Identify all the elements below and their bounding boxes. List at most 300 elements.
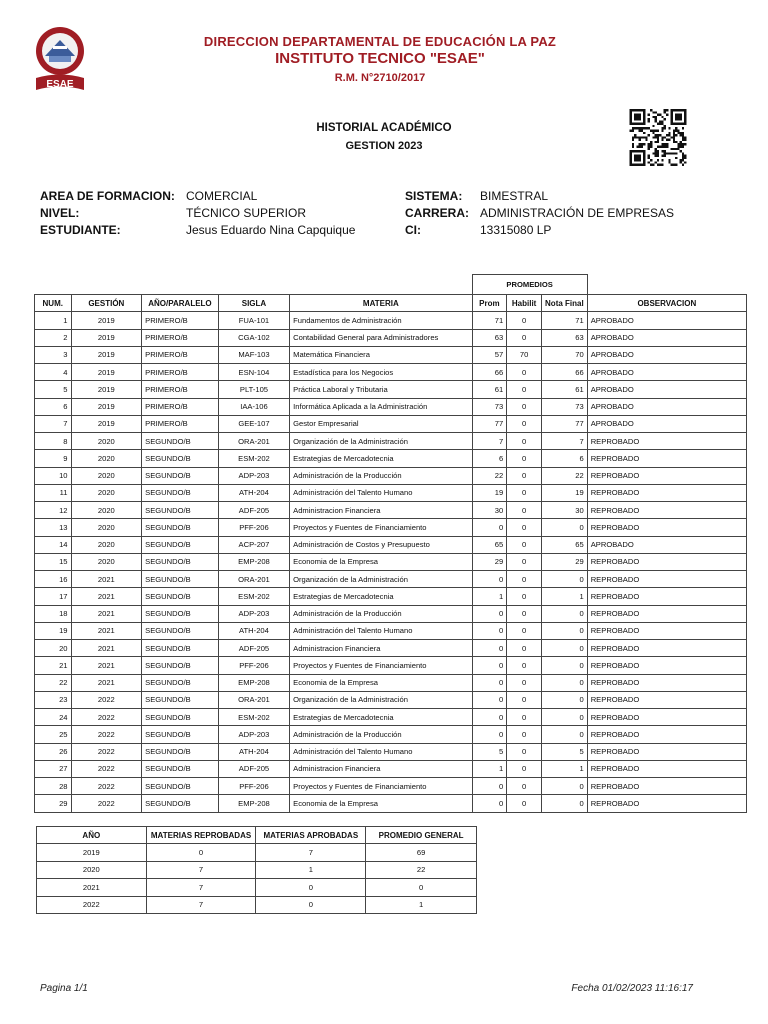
table-row — [35, 778, 747, 795]
table-cell: 0 — [542, 622, 588, 639]
table-cell: 2022 — [71, 709, 142, 726]
table-cell: Informática Aplicada a la Administración — [290, 398, 472, 415]
table-row — [35, 709, 747, 726]
estudiante-label: ESTUDIANTE: — [40, 223, 121, 237]
table-cell: 22 — [542, 467, 588, 484]
table-cell: ATH-204 — [218, 743, 289, 760]
table-cell: 2021 — [71, 640, 142, 657]
table-cell: 63 — [472, 329, 507, 346]
table-cell: 2022 — [71, 743, 142, 760]
table-cell: REPROBADO — [587, 709, 746, 726]
table-cell: 0 — [507, 657, 542, 674]
table-cell: 0 — [542, 795, 588, 812]
table-cell: Estrategias de Mercadotecnia — [290, 450, 472, 467]
table-cell: SEGUNDO/B — [142, 484, 219, 501]
sistema-label: SISTEMA: — [405, 189, 463, 203]
table-cell: 0 — [507, 329, 542, 346]
table-cell: ESM-202 — [218, 588, 289, 605]
document-title — [0, 122, 768, 152]
table-cell: 2019 — [71, 364, 142, 381]
table-cell: 17 — [35, 588, 72, 605]
table-cell: 24 — [35, 709, 72, 726]
table-cell: 2021 — [71, 622, 142, 639]
table-cell: 13 — [35, 519, 72, 536]
table-cell: REPROBADO — [587, 605, 746, 622]
table-cell: 2019 — [71, 329, 142, 346]
table-cell: 65 — [542, 536, 588, 553]
table-cell: 0 — [472, 778, 507, 795]
table-row — [35, 691, 747, 708]
summary-cell: 2021 — [37, 879, 147, 896]
table-cell: REPROBADO — [587, 760, 746, 777]
table-row — [35, 536, 747, 553]
promedios-header: PROMEDIOS — [472, 275, 587, 295]
table-cell: 0 — [507, 364, 542, 381]
table-cell: 0 — [472, 571, 507, 588]
student-info-right — [405, 189, 674, 240]
table-cell: APROBADO — [587, 398, 746, 415]
table-cell: REPROBADO — [587, 433, 746, 450]
table-cell: REPROBADO — [587, 795, 746, 812]
table-cell: 29 — [472, 553, 507, 570]
table-cell: 61 — [542, 381, 588, 398]
table-cell: 0 — [472, 726, 507, 743]
table-cell: REPROBADO — [587, 571, 746, 588]
table-cell: Administracion Financiera — [290, 760, 472, 777]
sistema-value: BIMESTRAL — [480, 189, 549, 203]
table-cell: 2021 — [71, 605, 142, 622]
table-cell: 2020 — [71, 553, 142, 570]
table-cell: 6 — [542, 450, 588, 467]
column-header: Nota Final — [542, 295, 588, 312]
table-cell: 7 — [542, 433, 588, 450]
table-cell: 0 — [507, 450, 542, 467]
summary-cell: 69 — [366, 844, 477, 861]
table-cell: 12 — [35, 502, 72, 519]
table-row — [35, 364, 747, 381]
table-cell: SEGUNDO/B — [142, 622, 219, 639]
table-cell: REPROBADO — [587, 726, 746, 743]
column-header: MATERIA — [290, 295, 472, 312]
summary-cell: 2019 — [37, 844, 147, 861]
table-cell: ADP-203 — [218, 726, 289, 743]
table-cell: ESN-104 — [218, 364, 289, 381]
grades-table — [34, 274, 747, 813]
table-cell: PRIMERO/B — [142, 312, 219, 329]
table-cell: 6 — [35, 398, 72, 415]
table-cell: 2022 — [71, 726, 142, 743]
table-cell: 0 — [472, 519, 507, 536]
summary-cell: 22 — [366, 861, 477, 878]
table-cell: APROBADO — [587, 381, 746, 398]
table-cell: 2020 — [71, 536, 142, 553]
table-cell: 2019 — [71, 312, 142, 329]
table-cell: 6 — [472, 450, 507, 467]
table-cell: Proyectos y Fuentes de Financiamiento — [290, 778, 472, 795]
table-cell: 2021 — [71, 657, 142, 674]
table-cell: 30 — [472, 502, 507, 519]
table-cell: ORA-201 — [218, 433, 289, 450]
table-cell: 0 — [507, 760, 542, 777]
estudiante-value: Jesus Eduardo Nina Capquique — [186, 223, 356, 237]
table-cell: 5 — [542, 743, 588, 760]
table-cell: APROBADO — [587, 312, 746, 329]
table-cell: 30 — [542, 502, 588, 519]
table-cell: PRIMERO/B — [142, 346, 219, 363]
table-cell: 10 — [35, 467, 72, 484]
table-row — [35, 726, 747, 743]
table-cell: REPROBADO — [587, 743, 746, 760]
table-cell: EMP-208 — [218, 795, 289, 812]
table-cell: REPROBADO — [587, 691, 746, 708]
table-cell: PRIMERO/B — [142, 329, 219, 346]
table-cell: 0 — [507, 433, 542, 450]
nivel-label: NIVEL: — [40, 206, 80, 220]
table-cell: PRIMERO/B — [142, 381, 219, 398]
summary-cell: 7 — [146, 879, 256, 896]
table-cell: 0 — [507, 536, 542, 553]
table-cell: 66 — [542, 364, 588, 381]
summary-cell: 7 — [146, 896, 256, 913]
student-info-left — [40, 189, 355, 240]
table-cell: 71 — [542, 312, 588, 329]
table-cell: 29 — [35, 795, 72, 812]
table-cell: EMP-208 — [218, 674, 289, 691]
table-cell: Proyectos y Fuentes de Financiamiento — [290, 519, 472, 536]
table-cell: FUA-101 — [218, 312, 289, 329]
table-cell: 15 — [35, 553, 72, 570]
table-cell: Proyectos y Fuentes de Financiamiento — [290, 657, 472, 674]
table-cell: 0 — [507, 553, 542, 570]
institution-header — [100, 34, 660, 84]
table-cell: Estrategias de Mercadotecnia — [290, 709, 472, 726]
table-row — [35, 743, 747, 760]
column-header: NUM. — [35, 295, 72, 312]
table-cell: 0 — [542, 657, 588, 674]
table-row — [35, 484, 747, 501]
table-cell: Economia de la Empresa — [290, 674, 472, 691]
summary-cell: 7 — [146, 861, 256, 878]
table-cell: 0 — [507, 502, 542, 519]
table-row — [35, 553, 747, 570]
table-cell: PRIMERO/B — [142, 415, 219, 432]
table-row — [35, 760, 747, 777]
table-cell: ADF-205 — [218, 502, 289, 519]
table-cell: 1 — [472, 760, 507, 777]
table-cell: 2020 — [71, 484, 142, 501]
table-cell: 3 — [35, 346, 72, 363]
table-row — [35, 502, 747, 519]
table-cell: SEGUNDO/B — [142, 502, 219, 519]
table-cell: 7 — [472, 433, 507, 450]
table-row — [35, 346, 747, 363]
table-cell: 0 — [507, 398, 542, 415]
column-header: AÑO/PARALELO — [142, 295, 219, 312]
table-cell: Administracion Financiera — [290, 502, 472, 519]
ci-value: 13315080 LP — [480, 223, 552, 237]
table-cell: SEGUNDO/B — [142, 743, 219, 760]
carrera-value: ADMINISTRACIÓN DE EMPRESAS — [480, 206, 675, 220]
table-cell: 1 — [542, 588, 588, 605]
table-row — [35, 519, 747, 536]
table-cell: 65 — [472, 536, 507, 553]
table-cell: APROBADO — [587, 329, 746, 346]
table-cell: Contabilidad General para Administradores — [290, 329, 472, 346]
table-cell: 1 — [35, 312, 72, 329]
table-cell: Fundamentos de Administración — [290, 312, 472, 329]
table-cell: Administración del Talento Humano — [290, 622, 472, 639]
table-cell: 2020 — [71, 519, 142, 536]
table-cell: 2019 — [71, 415, 142, 432]
table-cell: Administración de Costos y Presupuesto — [290, 536, 472, 553]
header-line-1: DIRECCION DEPARTAMENTAL DE EDUCACIÓN LA PAZ — [203, 34, 557, 49]
title-sub: GESTION 2023 — [345, 140, 423, 152]
table-cell: 0 — [472, 640, 507, 657]
table-cell: 19 — [472, 484, 507, 501]
table-cell: Administración de la Producción — [290, 726, 472, 743]
table-cell: 0 — [542, 778, 588, 795]
summary-row — [37, 861, 477, 878]
table-cell: 0 — [542, 674, 588, 691]
table-cell: ATH-204 — [218, 484, 289, 501]
table-cell: ORA-201 — [218, 571, 289, 588]
table-cell: ADF-205 — [218, 760, 289, 777]
table-cell: 77 — [472, 415, 507, 432]
table-cell: 2020 — [71, 450, 142, 467]
table-cell: 70 — [542, 346, 588, 363]
table-cell: 0 — [507, 605, 542, 622]
table-cell: SEGUNDO/B — [142, 450, 219, 467]
table-cell: Estadística para los Negocios — [290, 364, 472, 381]
table-cell: 2021 — [71, 571, 142, 588]
table-cell: Práctica Laboral y Tributaria — [290, 381, 472, 398]
table-cell: SEGUNDO/B — [142, 795, 219, 812]
title-main: HISTORIAL ACADÉMICO — [316, 122, 452, 134]
table-cell: 9 — [35, 450, 72, 467]
table-cell: 0 — [542, 640, 588, 657]
table-cell: APROBADO — [587, 415, 746, 432]
table-cell: REPROBADO — [587, 502, 746, 519]
table-cell: 0 — [472, 709, 507, 726]
table-cell: 11 — [35, 484, 72, 501]
table-cell: SEGUNDO/B — [142, 760, 219, 777]
summary-cell: 0 — [366, 879, 477, 896]
summary-cell: 1 — [256, 861, 366, 878]
table-cell: 61 — [472, 381, 507, 398]
table-row — [35, 467, 747, 484]
table-cell: REPROBADO — [587, 622, 746, 639]
table-cell: 0 — [507, 691, 542, 708]
table-cell: SEGUNDO/B — [142, 709, 219, 726]
table-cell: 21 — [35, 657, 72, 674]
table-cell: 14 — [35, 536, 72, 553]
table-cell: IAA-106 — [218, 398, 289, 415]
table-cell: 57 — [472, 346, 507, 363]
header-line-3: R.M. N°2710/2017 — [334, 72, 426, 84]
table-cell: 2022 — [71, 795, 142, 812]
table-cell: SEGUNDO/B — [142, 691, 219, 708]
table-cell: 77 — [542, 415, 588, 432]
summary-cell: 0 — [256, 879, 366, 896]
table-cell: Organización de la Administración — [290, 691, 472, 708]
table-cell: 2019 — [71, 381, 142, 398]
table-cell: REPROBADO — [587, 450, 746, 467]
table-cell: SEGUNDO/B — [142, 571, 219, 588]
table-cell: 1 — [542, 760, 588, 777]
table-cell: 0 — [507, 519, 542, 536]
table-cell: 0 — [507, 726, 542, 743]
table-cell: 2019 — [71, 398, 142, 415]
area-label: AREA DE FORMACION: — [40, 189, 175, 203]
table-cell: 0 — [472, 622, 507, 639]
table-cell: SEGUNDO/B — [142, 536, 219, 553]
table-cell: PLT-105 — [218, 381, 289, 398]
table-cell: PRIMERO/B — [142, 398, 219, 415]
table-cell: 2022 — [71, 760, 142, 777]
table-cell: REPROBADO — [587, 553, 746, 570]
table-cell: 2019 — [71, 346, 142, 363]
table-cell: GEE-107 — [218, 415, 289, 432]
table-cell: 0 — [507, 484, 542, 501]
summary-column-header: MATERIAS APROBADAS — [256, 827, 366, 844]
summary-cell: 0 — [256, 896, 366, 913]
table-cell: SEGUNDO/B — [142, 640, 219, 657]
table-row — [35, 433, 747, 450]
table-row — [35, 381, 747, 398]
table-cell: 0 — [507, 709, 542, 726]
table-row — [35, 588, 747, 605]
esae-shield-logo-icon — [33, 26, 87, 92]
table-cell: 2022 — [71, 691, 142, 708]
table-cell: Gestor Empresarial — [290, 415, 472, 432]
table-cell: SEGUNDO/B — [142, 726, 219, 743]
table-cell: Matemática Financiera — [290, 346, 472, 363]
table-cell: REPROBADO — [587, 467, 746, 484]
table-cell: REPROBADO — [587, 778, 746, 795]
ci-label: CI: — [405, 223, 421, 237]
table-cell: ADP-203 — [218, 605, 289, 622]
summary-row — [37, 896, 477, 913]
table-row — [35, 674, 747, 691]
table-cell: Administración de la Producción — [290, 605, 472, 622]
table-cell: 23 — [35, 691, 72, 708]
table-cell: 0 — [507, 588, 542, 605]
table-cell: 5 — [472, 743, 507, 760]
table-cell: 0 — [542, 605, 588, 622]
table-cell: 0 — [472, 657, 507, 674]
area-value: COMERCIAL — [186, 189, 258, 203]
table-cell: 0 — [507, 674, 542, 691]
table-cell: 27 — [35, 760, 72, 777]
summary-cell: 7 — [256, 844, 366, 861]
table-cell: ESM-202 — [218, 709, 289, 726]
table-cell: REPROBADO — [587, 657, 746, 674]
table-cell: 0 — [542, 519, 588, 536]
table-row — [35, 640, 747, 657]
table-cell: ADP-203 — [218, 467, 289, 484]
table-cell: 2022 — [71, 778, 142, 795]
table-cell: REPROBADO — [587, 640, 746, 657]
table-cell: PFF-206 — [218, 778, 289, 795]
table-row — [35, 795, 747, 812]
table-cell: 73 — [472, 398, 507, 415]
print-date: Fecha 01/02/2023 11:16:17 — [571, 983, 693, 994]
table-cell: REPROBADO — [587, 519, 746, 536]
table-cell: SEGUNDO/B — [142, 433, 219, 450]
table-row — [35, 605, 747, 622]
table-cell: 0 — [542, 571, 588, 588]
table-cell: 0 — [507, 778, 542, 795]
column-header: GESTIÓN — [71, 295, 142, 312]
table-cell: SEGUNDO/B — [142, 467, 219, 484]
column-header: SIGLA — [218, 295, 289, 312]
table-row — [35, 329, 747, 346]
table-cell: 0 — [507, 622, 542, 639]
summary-table — [36, 826, 477, 914]
table-cell: Economia de la Empresa — [290, 795, 472, 812]
summary-cell: 1 — [366, 896, 477, 913]
table-cell: REPROBADO — [587, 484, 746, 501]
table-cell: PFF-206 — [218, 519, 289, 536]
table-cell: PFF-206 — [218, 657, 289, 674]
table-cell: 71 — [472, 312, 507, 329]
table-row — [35, 450, 747, 467]
table-cell: CGA-102 — [218, 329, 289, 346]
table-cell: SEGUNDO/B — [142, 605, 219, 622]
column-header: OBSERVACION — [587, 295, 746, 312]
summary-cell: 2020 — [37, 861, 147, 878]
table-cell: 16 — [35, 571, 72, 588]
table-cell: 0 — [507, 571, 542, 588]
table-cell: 0 — [507, 381, 542, 398]
table-cell: 0 — [507, 467, 542, 484]
table-cell: 20 — [35, 640, 72, 657]
table-cell: Organización de la Administración — [290, 433, 472, 450]
table-cell: 0 — [542, 726, 588, 743]
column-header: Prom — [472, 295, 507, 312]
table-cell: 0 — [472, 674, 507, 691]
table-cell: 73 — [542, 398, 588, 415]
table-cell: 0 — [507, 795, 542, 812]
table-cell: 1 — [472, 588, 507, 605]
table-cell: Economia de la Empresa — [290, 553, 472, 570]
table-cell: 22 — [35, 674, 72, 691]
table-cell: 0 — [472, 795, 507, 812]
table-cell: APROBADO — [587, 346, 746, 363]
table-cell: EMP-208 — [218, 553, 289, 570]
table-cell: ORA-201 — [218, 691, 289, 708]
summary-cell: 2022 — [37, 896, 147, 913]
table-cell: 0 — [507, 743, 542, 760]
table-cell: APROBADO — [587, 536, 746, 553]
table-cell: 19 — [542, 484, 588, 501]
table-cell: 0 — [542, 709, 588, 726]
summary-column-header: MATERIAS REPROBADAS — [146, 827, 256, 844]
table-cell: Administración del Talento Humano — [290, 743, 472, 760]
table-cell: 7 — [35, 415, 72, 432]
table-cell: APROBADO — [587, 364, 746, 381]
table-cell: ACP-207 — [218, 536, 289, 553]
table-cell: MAF-103 — [218, 346, 289, 363]
table-cell: 18 — [35, 605, 72, 622]
table-row — [35, 622, 747, 639]
table-row — [35, 415, 747, 432]
table-cell: ESM-202 — [218, 450, 289, 467]
table-cell: 2021 — [71, 674, 142, 691]
table-cell: SEGUNDO/B — [142, 674, 219, 691]
table-row — [35, 312, 747, 329]
table-row — [35, 398, 747, 415]
